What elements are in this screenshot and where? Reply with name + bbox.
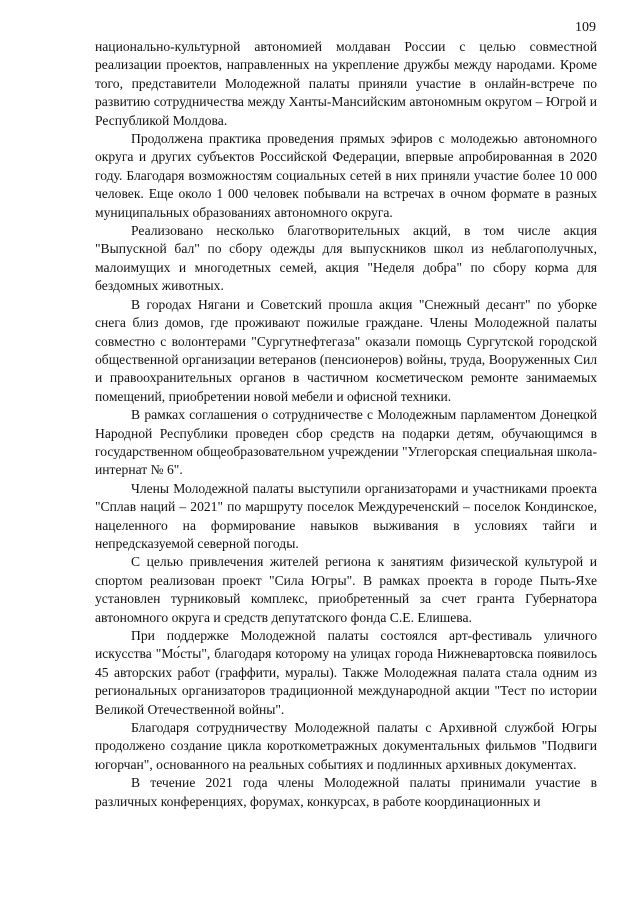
paragraph: При поддержке Молодежной палаты состоялся арт-фестиваль уличного искусства "Мо́сты", благодаря которому на улицах города Нижневартовска появилось 45 авторских работ (граффити, муралы). Также Молодежная палата стала одним из региональных организаторов традиционной международной акции "Тест по истории Великой Отечественной войны". xyxy=(95,628,597,717)
paragraph: С целью привлечения жителей региона к занятиям физической культурой и спортом реализован проект "Сила Югры". В рамках проекта в городе Пыть-Яхе установлен турниковый комплекс, приобретенный за счет гранта Губернатора автономного округа и средств депутатского фонда С.Е. Елишева. xyxy=(95,554,597,625)
paragraph: Реализовано несколько благотворительных акций, в том числе акция "Выпускной бал" по сбору одежды для выпускников школ из неблагополучных, малоимущих и многодетных семей, акция "Неделя добра" по сбору корма для бездомных животных. xyxy=(95,223,597,294)
paragraph: Продолжена практика проведения прямых эфиров с молодежью автономного округа и других субъектов Российской Федерации, впервые апробированная в 2020 году. Благодаря возможностям социальных сетей в них приняли участие более 10 000 человек. Еще около 1 000 человек побывали на встречах в очном формате в разных муниципальных образованиях автономного округа. xyxy=(95,131,597,220)
page-number: 109 xyxy=(575,20,596,35)
paragraph: национально-культурной автономией молдаван России с целью совместной реализации проектов, направленных на укрепление дружбы между народами. Кроме того, представители Молодежной палаты приняли участие в онлайн-встрече по развитию сотрудничества между Ханты-Мансийским автономным округом – Югрой и Республикой Молдова. xyxy=(95,39,597,128)
paragraph: В течение 2021 года члены Молодежной палаты принимали участие в различных конференциях, форумах, конкурсах, в работе координационных и xyxy=(95,775,597,809)
paragraph: В рамках соглашения о сотрудничестве с Молодежным парламентом Донецкой Народной Республики проведен сбор средств на подарки детям, обучающимся в государственном общеобразовательном учреждении "Углегорская специальная школа-интернат № 6". xyxy=(95,407,597,478)
document-body xyxy=(95,38,597,811)
paragraph: В городах Нягани и Советский прошла акция "Снежный десант" по уборке снега близ домов, где проживают пожилые граждане. Члены Молодежной палаты совместно с волонтерами "Сургутнефтегаза" оказали помощь Сургутской городской общественной организации ветеранов (пенсионеров) войны, труда, Вооруженных Сил и правоохранительных органов в частичном косметическом ремонте занимаемых помещений, приобретении новой мебели и офисной техники. xyxy=(95,296,597,404)
paragraph: Члены Молодежной палаты выступили организаторами и участниками проекта "Сплав наций – 2021" по маршруту поселок Междуреченский – поселок Кондинское, нацеленного на формирование навыков выживания в условиях тайги и непредсказуемой северной погоды. xyxy=(95,480,597,551)
paragraph: Благодаря сотрудничеству Молодежной палаты с Архивной службой Югры продолжено создание цикла короткометражных документальных фильмов "Подвиги югорчан", основанного на реальных событиях и подлинных архивных документах. xyxy=(95,720,597,772)
